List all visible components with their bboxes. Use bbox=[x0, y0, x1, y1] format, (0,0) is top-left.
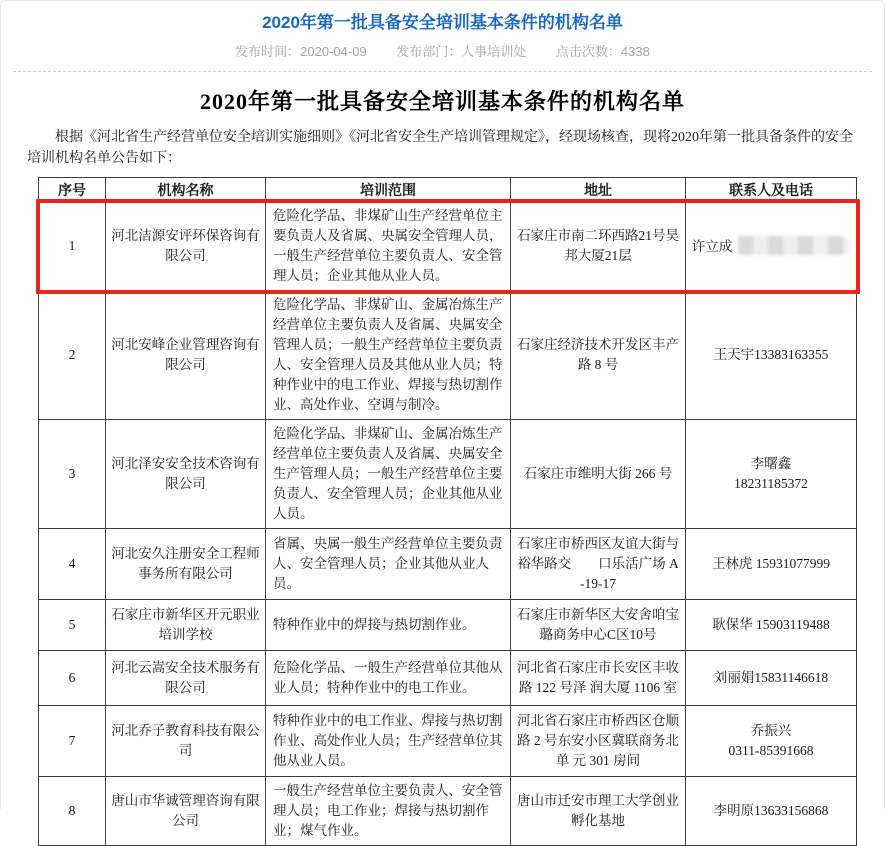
cell-training-scope: 特种作业中的焊接与热切割作业。 bbox=[266, 600, 511, 651]
cell-serial-number: 6 bbox=[39, 651, 106, 706]
cell-org-name: 河北安久注册安全工程师事务所有限公司 bbox=[106, 529, 266, 600]
column-header: 培训范围 bbox=[266, 178, 511, 202]
dashed-divider bbox=[13, 71, 872, 72]
column-header: 机构名称 bbox=[106, 178, 266, 202]
cell-org-name: 石家庄市新华区开元职业培训学校 bbox=[106, 600, 266, 651]
table-header-row bbox=[39, 178, 857, 202]
cell-org-name: 河北乔子教育科技有限公司 bbox=[106, 706, 266, 777]
cell-serial-number: 8 bbox=[39, 777, 106, 846]
contact-phone: 18231185372 bbox=[734, 476, 808, 491]
table-row bbox=[39, 706, 857, 777]
cell-org-name: 河北云嵩安全技术服务有限公司 bbox=[106, 651, 266, 706]
cell-contact: 李明原13633156868 bbox=[686, 777, 857, 846]
cell-contact: 耿保华 15903119488 bbox=[686, 600, 857, 651]
cell-serial-number: 7 bbox=[39, 706, 106, 777]
article-meta bbox=[1, 43, 884, 61]
redacted-phone-blur bbox=[738, 236, 850, 255]
cell-contact: 王林虎 15931077999 bbox=[686, 529, 857, 600]
cell-address: 河北省石家庄市长安区丰收路 122 号泽 润大厦 1106 室 bbox=[511, 651, 686, 706]
contact-name: 李曙鑫 bbox=[750, 456, 792, 471]
publish-time: 发布时间：2020-04-09 bbox=[235, 44, 367, 59]
cell-training-scope: 省属、央属一般生产经营单位主要负责人、安全管理人员；企业其他从业人员。 bbox=[266, 529, 511, 600]
column-header: 地址 bbox=[511, 178, 686, 202]
cell-contact: 王天宇13383163355 bbox=[686, 291, 857, 420]
contact-phone: 0311-85391668 bbox=[728, 743, 814, 758]
click-count: 点击次数：4338 bbox=[555, 44, 650, 59]
document-title: 2020年第一批具备安全培训基本条件的机构名单 bbox=[199, 89, 685, 114]
cell-address: 石家庄市新华区大安舍咱宝璐商务中心C区10号 bbox=[511, 600, 686, 651]
cell-training-scope: 危险化学品、一般生产经营单位其他从业人员；特种作业中的电工作业。 bbox=[266, 651, 511, 706]
cell-org-name: 河北安峰企业管理咨询有限公司 bbox=[106, 291, 266, 420]
cell-training-scope: 危险化学品、非煤矿山、金属冶炼生产经营单位主要负责人及省属、央属安全管理人员；一般生产经营单位主要负责人、安全管理人员及其他从业人员；特种作业中的电工作业、焊接与热切割作业、高处作业、空调与制冷。 bbox=[266, 291, 511, 420]
cell-contact: 刘丽娟15831146618 bbox=[686, 651, 857, 706]
column-header: 联系人及电话 bbox=[686, 178, 857, 202]
cell-contact bbox=[686, 420, 857, 529]
cell-contact bbox=[686, 202, 857, 291]
cell-address: 石家庄市维明大街 266 号 bbox=[511, 420, 686, 529]
cell-training-scope: 一般生产经营单位主要负责人、安全管理人员；电工作业；焊接与热切割作业；煤气作业。 bbox=[266, 777, 511, 846]
cell-org-name: 唐山市华诚管理咨询有限公司 bbox=[106, 777, 266, 846]
cell-address: 河北省石家庄市桥西区仓顺路 2 号东安小区冀联商务北单 元 301 房间 bbox=[511, 706, 686, 777]
cell-training-scope: 危险化学品、非煤矿山生产经营单位主要负责人及省属、央属安全管理人员，一般生产经营单位主要负责人、安全管理人员；企业其他从业人员。 bbox=[266, 202, 511, 291]
cell-serial-number: 4 bbox=[39, 529, 106, 600]
cell-contact bbox=[686, 706, 857, 777]
table-row bbox=[39, 600, 857, 651]
contact-name: 许立成 bbox=[691, 238, 733, 254]
cell-serial-number: 1 bbox=[39, 202, 106, 291]
cell-org-name: 河北洁源安评环保咨询有限公司 bbox=[106, 202, 266, 291]
article-body bbox=[1, 85, 884, 846]
table-row bbox=[39, 291, 857, 420]
cell-training-scope: 特种作业中的电工作业、焊接与热切割作业、高处作业人员；生产经营单位其他从业人员。 bbox=[266, 706, 511, 777]
intro-paragraph: 根据《河北省生产经营单位安全培训实施细则》《河北省安全生产培训管理规定》，经现场核查，现将2020年第一批具备条件的安全培训机构名单公告如下： bbox=[27, 130, 853, 166]
cell-serial-number: 5 bbox=[39, 600, 106, 651]
cell-serial-number: 3 bbox=[39, 420, 106, 529]
cell-org-name: 河北泽安安全技术咨询有限公司 bbox=[106, 420, 266, 529]
cell-training-scope: 危险化学品、非煤矿山、金属冶炼生产经营单位主要负责人及省属、央属安全生产管理人员；一般生产经营单位主要负责人、安全管理人员；企业其他从业人员。 bbox=[266, 420, 511, 529]
table-row bbox=[39, 529, 857, 600]
institutions-table bbox=[38, 177, 857, 846]
publish-department: 发布部门：人事培训处 bbox=[396, 44, 527, 59]
table-row bbox=[39, 651, 857, 706]
table-wrapper bbox=[38, 177, 884, 846]
cell-address: 石家庄市南二环西路21号昊邦大厦21层 bbox=[511, 202, 686, 291]
cell-address: 唐山市迁安市理工大学创业孵化基地 bbox=[511, 777, 686, 846]
cell-address: 石家庄市桥西区友谊大街与裕华路交 口乐活广场 A-19-17 bbox=[511, 529, 686, 600]
page-title: 2020年第一批具备安全培训基本条件的机构名单 bbox=[262, 13, 623, 32]
table-row bbox=[39, 777, 857, 846]
contact-name: 乔振兴 bbox=[750, 723, 792, 738]
cell-address: 石家庄经济技术开发区丰产路 8 号 bbox=[511, 291, 686, 420]
table-row bbox=[39, 420, 857, 529]
column-header: 序号 bbox=[39, 178, 106, 202]
cell-serial-number: 2 bbox=[39, 291, 106, 420]
article-header bbox=[1, 1, 884, 72]
table-row bbox=[39, 202, 857, 291]
